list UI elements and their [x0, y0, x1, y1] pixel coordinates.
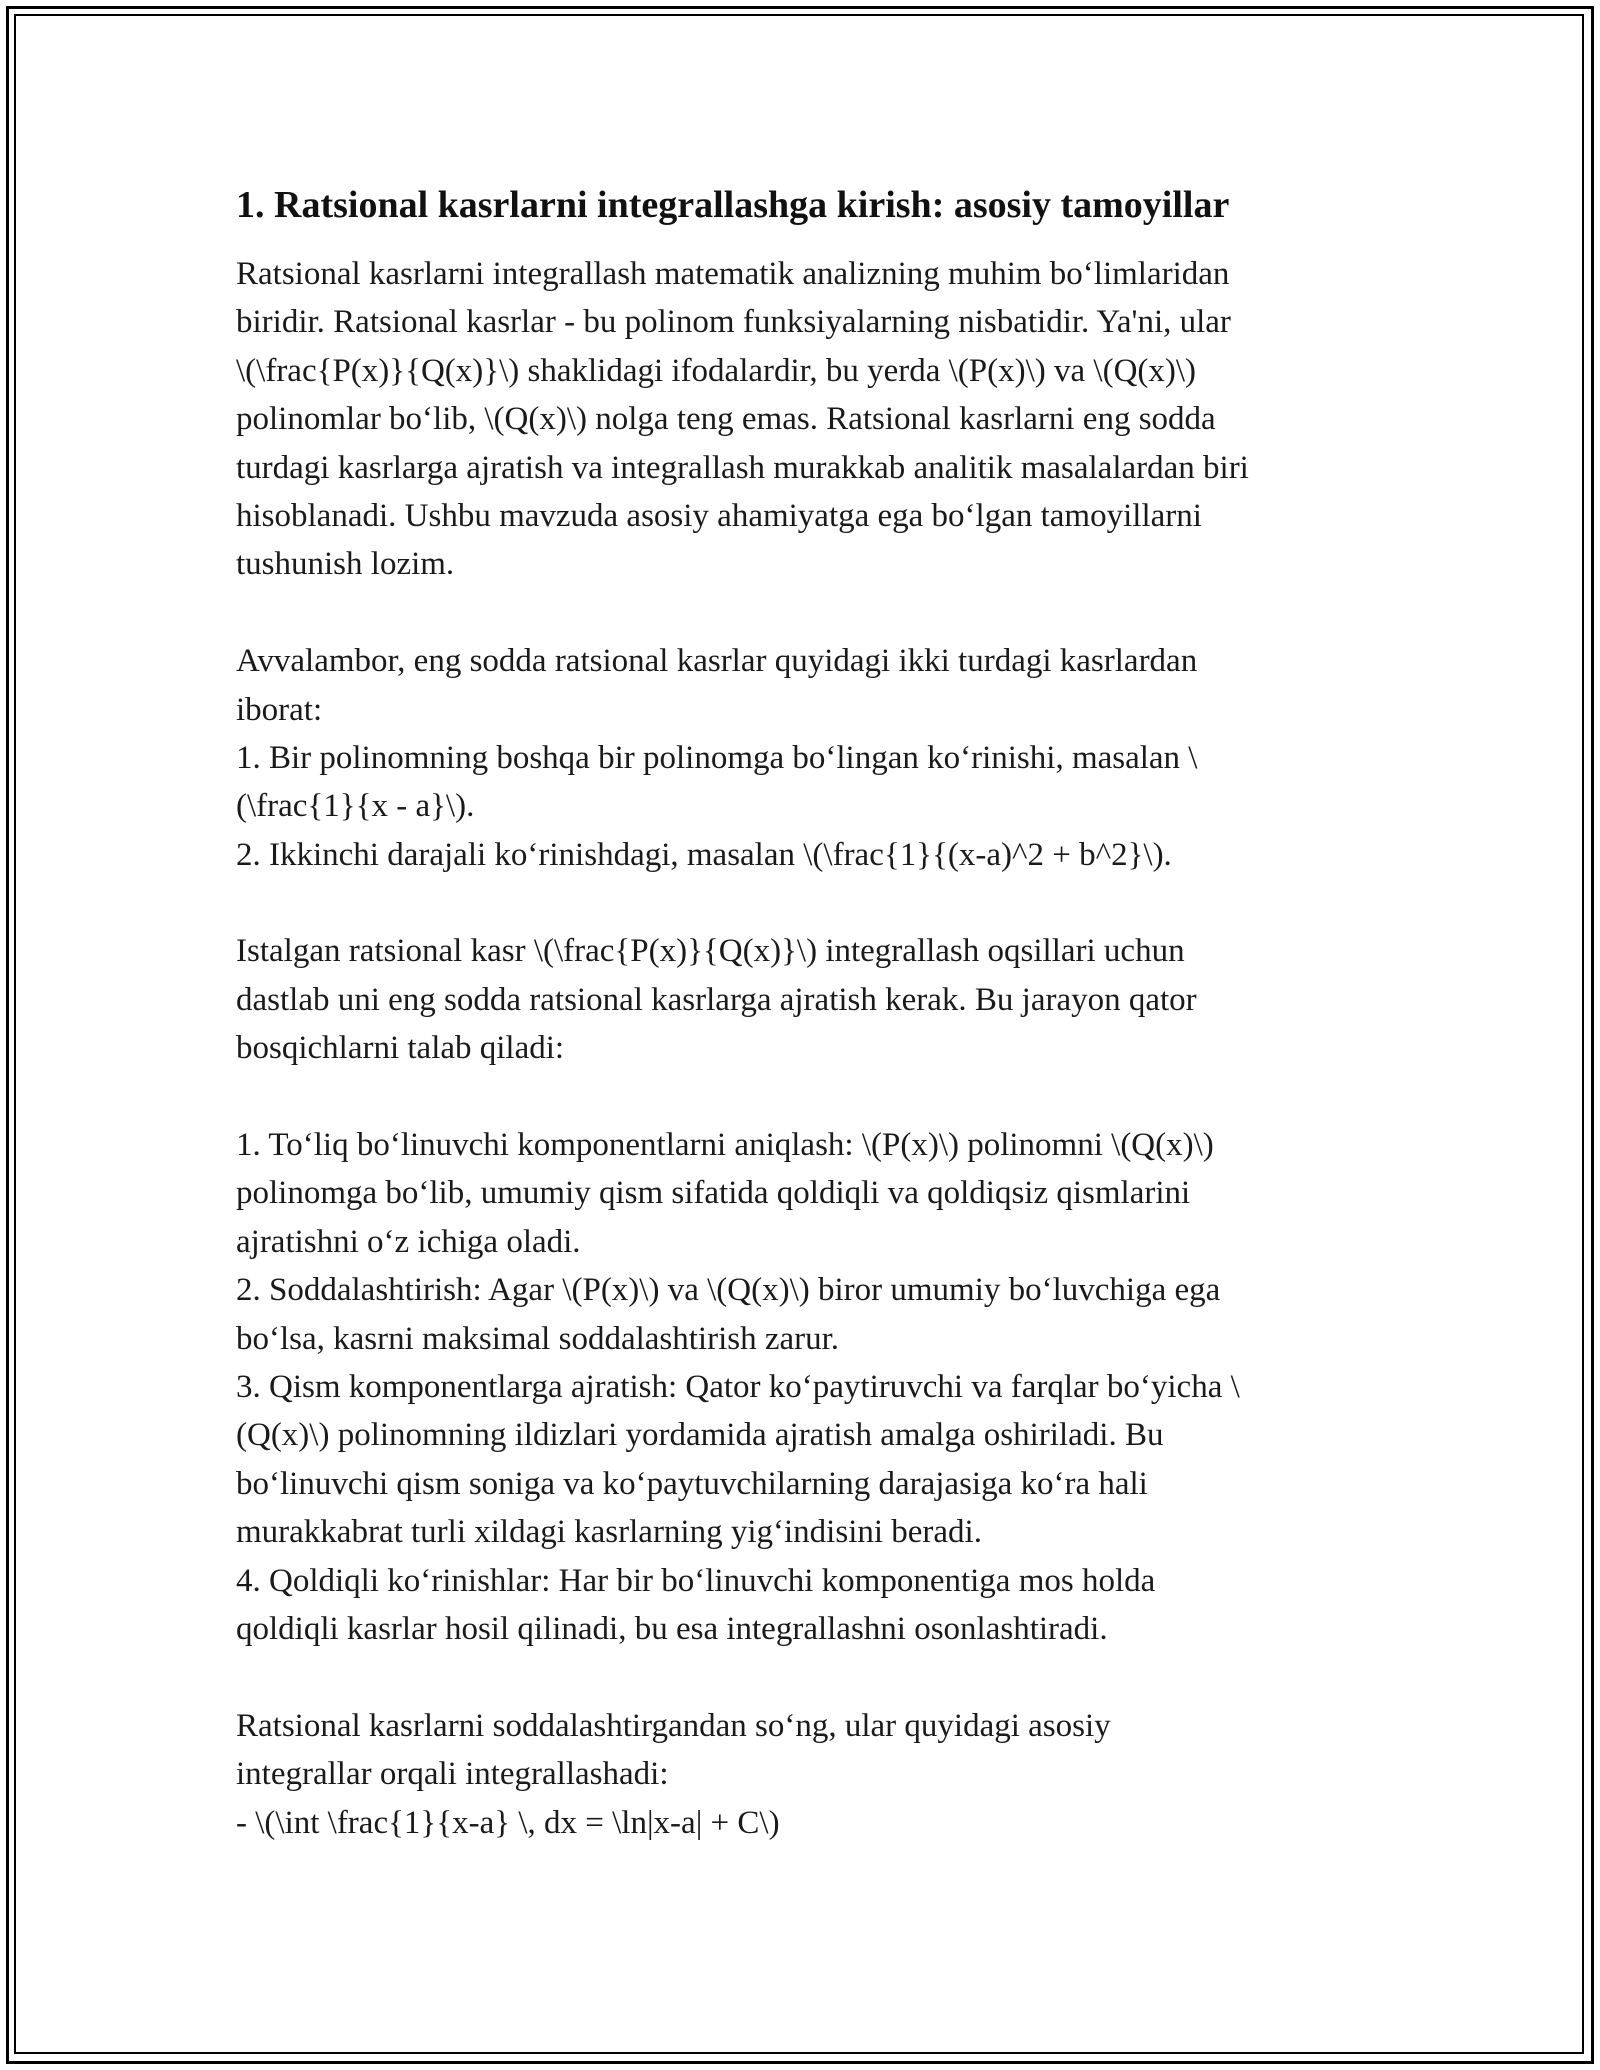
- text-line: Ratsional kasrlarni integrallash matematik analizning muhim bo‘limlaridan: [236, 256, 1230, 292]
- text-line: Istalgan ratsional kasr \(\frac{P(x)}{Q(x)}\) integrallash oqsillari uchun: [236, 933, 1185, 970]
- text-line: iborat:: [236, 691, 323, 728]
- paragraph-gap: [236, 589, 1376, 637]
- paragraph-gap: [236, 1653, 1376, 1701]
- text-line: polinomlar bo‘lib, \(Q(x)\) nolga teng emas. Ratsional kasrlarni eng sodda: [236, 401, 1216, 438]
- text-line: 4. Qoldiqli ko‘rinishlar: Har bir bo‘linuvchi komponentiga mos holda: [236, 1562, 1156, 1599]
- text-line: (\frac{1}{x - a}\).: [236, 788, 475, 825]
- text-line: bo‘lsa, kasrni maksimal soddalashtirish zarur.: [236, 1320, 840, 1357]
- text-line: Ratsional kasrlarni soddalashtirgandan so‘ng, ular quyidagi asosiy: [236, 1707, 1111, 1744]
- text-line: biridir. Ratsional kasrlar - bu polinom funksiyalarning nisbatidir. Ya'ni, ular: [236, 304, 1231, 341]
- paragraph-lines: [236, 250, 1376, 1847]
- text-line: bosqichlarni talab qiladi:: [236, 1030, 565, 1067]
- text-line: integrallar orqali integrallashadi:: [236, 1756, 669, 1793]
- text-line: \(\frac{P(x)}{Q(x)}\) shaklidagi ifodalardir, bu yerda \(P(x)\) va \(Q(x)\): [236, 352, 1197, 389]
- text-line: 1. To‘liq bo‘linuvchi komponentlarni aniqlash: \(P(x)\) polinomni \(Q(x)\): [236, 1127, 1214, 1164]
- text-line: - \(\int \frac{1}{x-a} \, dx = \ln|x-a| + C\): [236, 1804, 780, 1841]
- text-line: bo‘linuvchi qism soniga va ko‘paytuvchilarning darajasiga ko‘ra hali: [236, 1465, 1148, 1502]
- section-heading: 1. Ratsional kasrlarni integrallashga kirish: asosiy tamoyillar: [236, 184, 1230, 226]
- text-line: 3. Qism komponentlarga ajratish: Qator ko‘paytiruvchi va farqlar bo‘yicha \: [236, 1368, 1240, 1405]
- text-line: 1. Bir polinomning boshqa bir polinomga bo‘lingan ko‘rinishi, masalan \: [236, 739, 1198, 776]
- text-line: turdagi kasrlarga ajratish va integrallash murakkab analitik masalalardan biri: [236, 449, 1249, 486]
- text-line: Avvalambor, eng sodda ratsional kasrlar quyidagi ikki turdagi kasrlardan: [236, 643, 1198, 680]
- text-line: ajratishni o‘z ichiga oladi.: [236, 1223, 581, 1260]
- text-line: (Q(x)\) polinomning ildizlari yordamida ajratish amalga oshiriladi. Bu: [236, 1417, 1164, 1454]
- text-line: 2. Soddalashtirish: Agar \(P(x)\) va \(Q(x)\) biror umumiy bo‘luvchiga ega: [236, 1272, 1221, 1309]
- text-line: qoldiqli kasrlar hosil qilinadi, bu esa integrallashni osonlashtiradi.: [236, 1610, 1108, 1647]
- text-line: hisoblanadi. Ushbu mavzuda asosiy ahamiyatga ega bo‘lgan tamoyillarni: [236, 497, 1202, 534]
- paragraph-gap: [236, 1073, 1376, 1121]
- document-body: [236, 180, 1376, 1847]
- text-line: tushunish lozim.: [236, 546, 455, 583]
- text-line: 2. Ikkinchi darajali ko‘rinishdagi, masalan \(\frac{1}{(x-a)^2 + b^2}\).: [236, 836, 1172, 873]
- text-line: dastlab uni eng sodda ratsional kasrlarga ajratish kerak. Bu jarayon qator: [236, 981, 1197, 1018]
- text-line: polinomga bo‘lib, umumiy qism sifatida qoldiqli va qoldiqsiz qismlarini: [236, 1175, 1191, 1212]
- paragraph-gap: [236, 879, 1376, 927]
- text-line: murakkabrat turli xildagi kasrlarning yig‘indisini beradi.: [236, 1514, 982, 1551]
